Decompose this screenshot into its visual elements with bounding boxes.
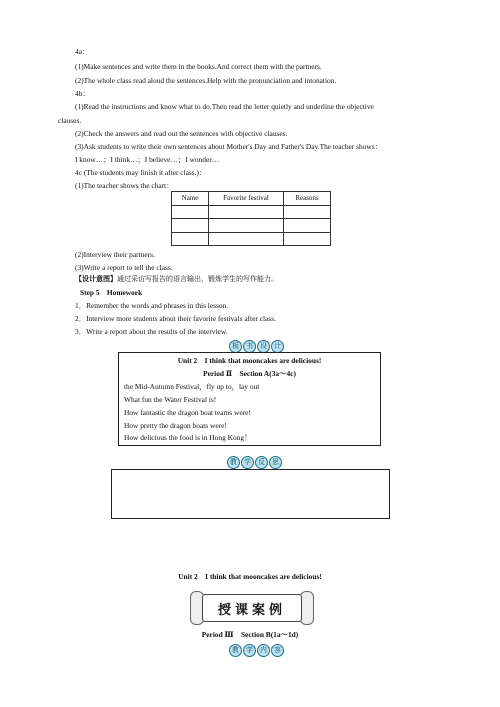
badge-char: 教	[229, 644, 242, 657]
badge-char: 教	[227, 456, 240, 469]
design-intent	[75, 274, 278, 284]
blackboard-subtitle: Period Ⅱ Section A(3a～4c)	[203, 369, 296, 378]
badge-char: 书	[243, 340, 256, 353]
chart-header-name: Name	[172, 192, 209, 206]
section-4b-heading: 4b：	[75, 89, 90, 98]
section-4a-item-2: (2)The whole class read aloud the sentences.Help with the pronunciation and intonation.	[75, 76, 337, 85]
section-4b-prompts: I know…；I think…；I believe…；I wonder…	[75, 155, 220, 164]
blackboard-line: What fun the Water Festival is!	[124, 395, 217, 404]
banner-title: 授课案例	[202, 594, 302, 622]
blackboard-line: How fantastic the dragon boat teams were!	[124, 408, 251, 417]
badge-char: 思	[269, 456, 282, 469]
chart-header-festival: Favorite festival	[209, 192, 284, 206]
chart-cell	[284, 219, 331, 233]
next-period: Period Ⅲ Section B(1a～1d)	[201, 630, 299, 639]
lesson-case-banner	[190, 591, 314, 625]
banner-scroll-right	[300, 591, 314, 625]
badge-char: 学	[241, 456, 254, 469]
chart-header-row	[172, 192, 331, 206]
badge-char: 学	[243, 644, 256, 657]
chart-cell	[209, 205, 284, 219]
blackboard-line: How pretty the dragon boats were!	[124, 421, 227, 430]
section-4a-heading: 4a：	[75, 47, 90, 56]
section-4b-item-1: (1)Read the instructions and know what to do.Then read the letter quietly and underline the objective	[75, 102, 374, 111]
section-4c-heading: 4c (The students may finish it after class.)：	[75, 168, 207, 177]
section-4c-item-3: (3)Write a report to tell the class.	[75, 263, 173, 272]
section-4b-item-3: (3)Ask students to write their own sentences about Mother's Day and Father's Day.The teacher shows：	[75, 142, 382, 151]
interview-chart	[171, 191, 331, 246]
chart-cell	[284, 205, 331, 219]
chart-cell	[284, 232, 331, 246]
chart-header-reasons: Reasons	[284, 192, 331, 206]
chart-cell	[172, 205, 209, 219]
chart-cell	[209, 232, 284, 246]
reflection-badge	[227, 455, 282, 469]
badge-char: 设	[257, 340, 270, 353]
step5-title: Step 5 Homework	[80, 288, 143, 297]
chart-cell	[172, 219, 209, 233]
chart-row	[172, 219, 331, 233]
chart-cell	[209, 219, 284, 233]
chart-row	[172, 205, 331, 219]
section-4b-item-1-cont: clauses.	[58, 116, 82, 125]
section-4b-item-2: (2)Check the answers and read out the sentences with objective clauses.	[75, 129, 288, 138]
design-intent-label: 【设计意图】	[75, 275, 117, 283]
badge-char: 板	[229, 340, 242, 353]
homework-item: 1．Remember the words and phrases in this lesson.	[75, 301, 229, 310]
reflection-box	[111, 469, 390, 519]
content-badge	[229, 643, 284, 657]
section-4a-item-1: (1)Make sentences and write them in the books.And correct them with the partners.	[75, 62, 322, 71]
next-unit-title: Unit 2 I think that mooncakes are delicious!	[178, 572, 322, 581]
section-4c-item-1: (1)The teacher shows the chart：	[75, 181, 174, 190]
badge-char: 内	[257, 644, 270, 657]
chart-cell	[172, 232, 209, 246]
badge-char: 容	[271, 644, 284, 657]
badge-char: 反	[255, 456, 268, 469]
blackboard-line: How delicious the food is in Hong Kong！	[124, 433, 252, 442]
blackboard-badge	[229, 339, 284, 353]
badge-char: 计	[271, 340, 284, 353]
blackboard-box	[118, 352, 381, 446]
blackboard-title: Unit 2 I think that mooncakes are delicious!	[177, 356, 322, 365]
design-intent-text: 通过采访写报告的语言输出，锻炼学生的写作能力。	[117, 275, 278, 283]
blackboard-line: the Mid-Autumn Festival，fly up to，lay out	[124, 382, 260, 391]
section-4c-item-2: (2)Interview their partners.	[75, 250, 155, 259]
homework-item: 3．Write a report about the results of the interview.	[75, 327, 228, 336]
chart-row	[172, 232, 331, 246]
homework-item: 2．Interview more students about their favorite festivals after class.	[75, 314, 276, 323]
